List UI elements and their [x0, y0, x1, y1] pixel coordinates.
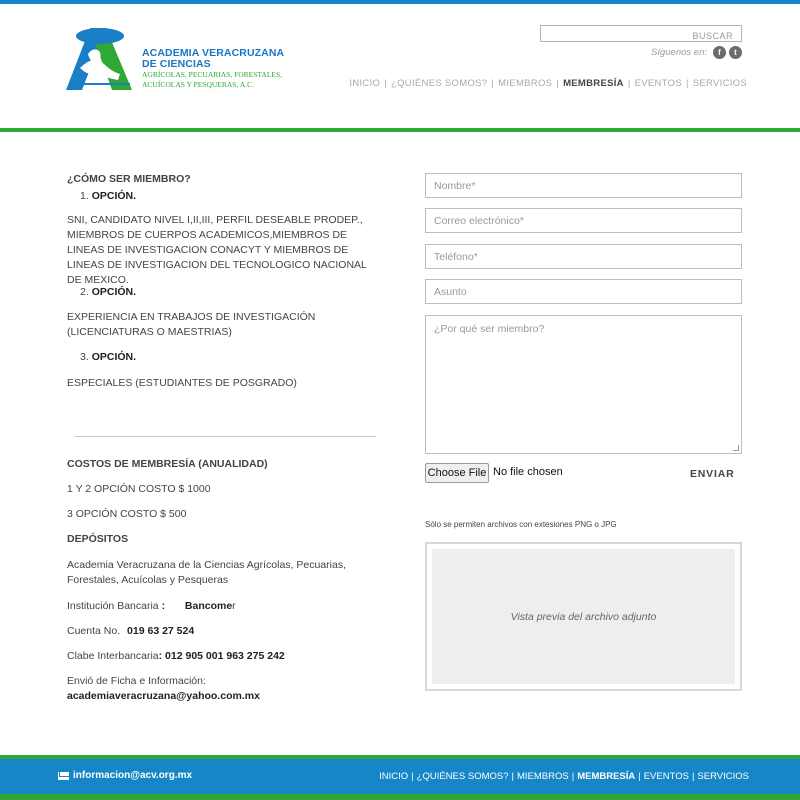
option-2-heading	[80, 286, 136, 298]
footer-email-text[interactable]: informacion@acv.org.mx	[73, 770, 193, 781]
section-divider	[75, 436, 376, 437]
option-1-heading	[80, 190, 136, 202]
phone-field[interactable]	[426, 245, 741, 268]
account-holder-line1: Academia Veracruzana de la Ciencias Agrícolas, Pecuarias,	[67, 559, 346, 571]
option-2-text: EXPERIENCIA EN TRABAJOS DE INVESTIGACIÓN (LICENCIATURAS O MAESTRIAS)	[67, 311, 316, 338]
bank-colon: :	[161, 600, 166, 612]
main-nav	[349, 78, 747, 89]
logo-mark-icon	[60, 24, 140, 96]
membership-heading: ¿CÓMO SER MIEMBRO?	[67, 173, 191, 185]
nav-item-eventos[interactable]: EVENTOS	[634, 78, 682, 89]
option-3-heading	[80, 351, 136, 363]
logo-subtitle-line2: ACUÍCOLAS Y PESQUERAS, A.C.	[142, 79, 254, 89]
mail-icon	[58, 772, 69, 780]
footer-nav-membresia[interactable]: MEMBRESÍA	[577, 771, 636, 782]
option-label: OPCIÓN.	[91, 351, 137, 363]
clabe-number: : 012 905 001 963 275 242	[158, 650, 285, 662]
top-accent-bar	[0, 0, 800, 4]
search-box	[540, 25, 742, 42]
site-logo[interactable]	[60, 24, 290, 96]
message-field[interactable]	[426, 316, 741, 453]
footer-nav	[379, 771, 749, 782]
message-field-wrap	[425, 315, 742, 454]
footer-nav-separator: |	[638, 771, 641, 782]
account-holder-line2: Forestales, Acuícolas y Pesqueras	[67, 574, 229, 586]
nav-separator: |	[627, 78, 631, 89]
nav-separator: |	[556, 78, 560, 89]
file-type-note: Sólo se permiten archivos con extesiones PNG o JPG	[425, 520, 617, 529]
file-status: No file chosen	[493, 466, 563, 478]
option-3-text: ESPECIALES (ESTUDIANTES DE POSGRADO)	[67, 377, 297, 389]
footer-nav-servicios[interactable]: SERVICIOS	[697, 771, 749, 782]
nav-item-inicio[interactable]: INICIO	[349, 78, 381, 89]
nav-item-membresia[interactable]: MEMBRESÍA	[563, 78, 624, 89]
option-number: 3.	[80, 351, 89, 363]
nav-separator: |	[384, 78, 388, 89]
option-1-text: SNI, CANDIDATO NIVEL I,II,III, PERFIL DESEABLE PRODEP., MIEMBROS DE CUERPOS ACADEMICOS,MIEMBROS DE LINEAS DE INVESTIGACION CONACYT Y MIEMBROS DE LINEAS DE INVESTIGACION DEL TECNOLOGICO NACIONAL DE MEXICO.	[67, 214, 367, 286]
footer	[0, 759, 800, 794]
phone-field-wrap	[425, 244, 742, 269]
resize-handle-icon[interactable]	[733, 445, 739, 451]
nav-separator: |	[685, 78, 689, 89]
account-label: Cuenta No.	[67, 625, 121, 637]
choose-file-button[interactable]: Choose File	[425, 463, 489, 483]
nav-separator: |	[491, 78, 495, 89]
clabe-line	[67, 650, 285, 662]
footer-nav-miembros[interactable]: MIEMBROS	[516, 771, 569, 782]
attachment-preview-placeholder: Vista previa del archivo adjunto	[432, 549, 735, 684]
cost-line-1: 1 Y 2 OPCIÓN COSTO $ 1000	[67, 483, 211, 495]
bank-line	[67, 600, 236, 612]
footer-nav-eventos[interactable]: EVENTOS	[643, 771, 689, 782]
nav-item-servicios[interactable]: SERVICIOS	[692, 78, 747, 89]
header-divider-bar	[0, 128, 800, 132]
bank-name: Bancome	[184, 600, 233, 612]
send-button[interactable]: ENVIAR	[690, 468, 735, 480]
deposits-heading: DEPÓSITOS	[67, 533, 129, 545]
subject-field-wrap	[425, 279, 742, 304]
name-field-wrap	[425, 173, 742, 198]
logo-subtitle-line1: AGRÍCOLAS, PECUARIAS, FORESTALES,	[142, 70, 283, 79]
account-number: 019 63 27 524	[127, 625, 195, 637]
account-line	[67, 625, 194, 637]
footer-nav-separator: |	[511, 771, 514, 782]
footer-nav-quienes-somos[interactable]: ¿QUIÉNES SOMOS?	[416, 771, 509, 782]
send-info-label: Envió de Ficha e Información:	[67, 675, 206, 687]
email-field[interactable]	[426, 209, 741, 232]
contact-email-link[interactable]: academiaveracruzana@yahoo.com.mx	[67, 690, 260, 702]
costs-heading: COSTOS DE MEMBRESÍA (ANUALIDAD)	[67, 458, 268, 470]
footer-nav-separator: |	[571, 771, 575, 782]
social-links	[651, 46, 742, 59]
option-number: 1.	[80, 190, 89, 202]
footer-nav-inicio[interactable]: INICIO	[379, 771, 409, 782]
social-label: Síguenos en:	[651, 47, 707, 58]
logo-title-line1: ACADEMIA VERACRUZANA	[142, 47, 285, 59]
logo-text	[142, 48, 302, 89]
cost-line-2: 3 OPCIÓN COSTO $ 500	[67, 508, 187, 520]
footer-bottom-bar	[0, 794, 800, 800]
clabe-label: Clabe Interbancaria	[67, 650, 159, 662]
name-field[interactable]	[426, 174, 741, 197]
nav-item-miembros[interactable]: MIEMBROS	[498, 78, 553, 89]
subject-field[interactable]	[426, 280, 741, 303]
option-label: OPCIÓN.	[91, 190, 137, 202]
option-label: OPCIÓN.	[91, 286, 137, 298]
twitter-icon[interactable]: t	[729, 46, 742, 59]
nav-item-quienes-somos[interactable]: ¿QUIÉNES SOMOS?	[391, 78, 488, 89]
footer-email-link[interactable]	[58, 770, 192, 781]
send-info-email[interactable]	[67, 690, 260, 702]
footer-nav-separator: |	[691, 771, 695, 782]
attachment-preview	[425, 542, 742, 691]
bank-name-tail: r	[232, 600, 236, 612]
bank-label: Institución Bancaria	[67, 600, 159, 612]
logo-title-line2: DE CIENCIAS	[142, 58, 211, 70]
search-input[interactable]	[541, 29, 741, 44]
email-field-wrap	[425, 208, 742, 233]
footer-nav-separator: |	[411, 771, 414, 782]
option-number: 2.	[80, 286, 89, 298]
facebook-icon[interactable]: f	[713, 46, 726, 59]
